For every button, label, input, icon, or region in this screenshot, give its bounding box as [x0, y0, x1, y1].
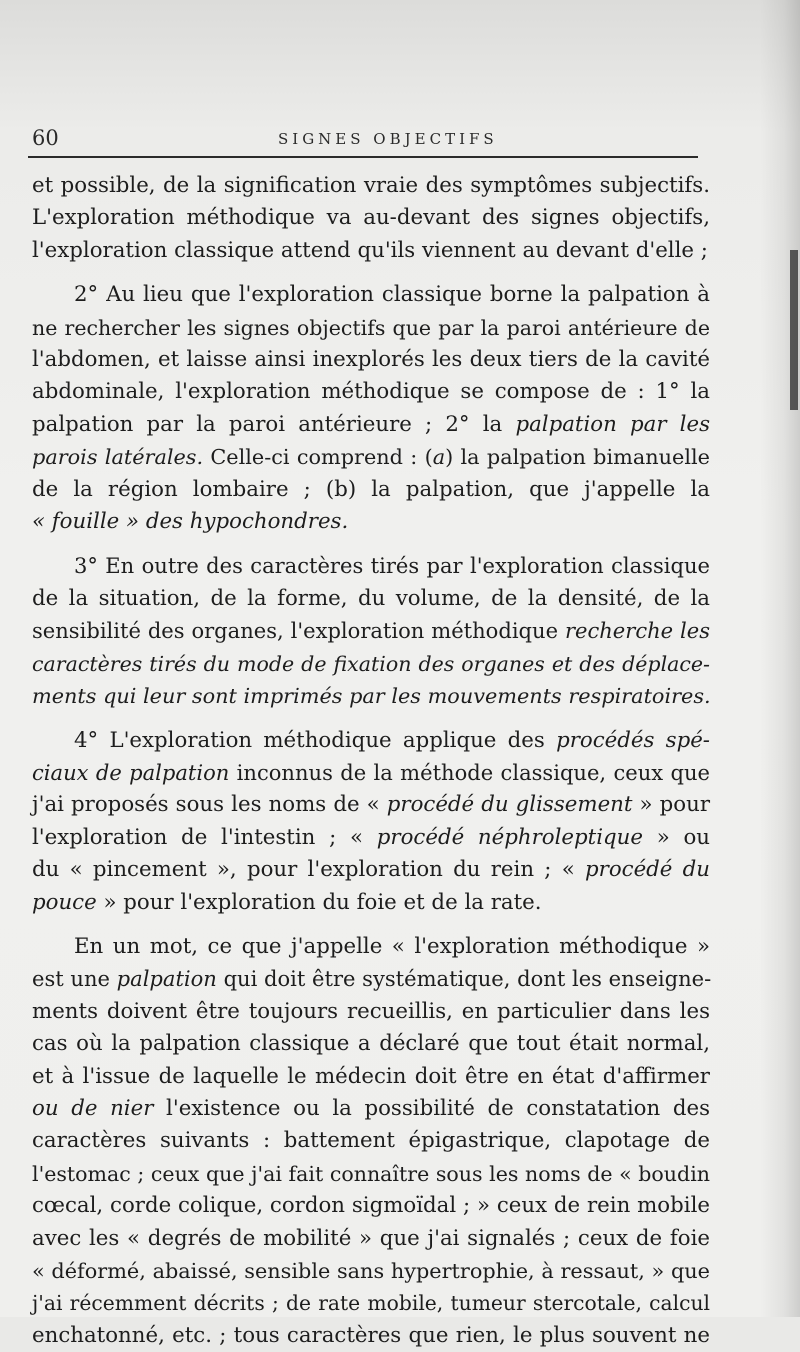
body-text: [32, 170, 710, 1352]
italic-run: procédé du: [585, 857, 711, 883]
text-line: En un mot, ce que j'appelle « l'exploration méthodique »: [74, 933, 710, 959]
text-line: abdominale, l'exploration méthodique se compose de : 1° la: [32, 379, 710, 405]
text-line: enchatonné, etc. ; tous caractères que rien, le plus souvent ne: [32, 1322, 710, 1348]
italic-run: pouce: [32, 889, 97, 915]
text-line: [32, 648, 710, 680]
text-line: L'exploration méthodique va au-devant des signes objectifs,: [32, 205, 710, 231]
page-number: 60: [32, 126, 59, 150]
text-line: 2° Au lieu que l'exploration classique borne la palpation à: [74, 282, 710, 308]
text-line: [32, 506, 710, 538]
text-run: palpation par la paroi antérieure ; 2° la: [32, 411, 516, 437]
text-line: [32, 822, 710, 854]
paragraph-3: [32, 550, 710, 712]
text-line: et possible, de la signification vraie des symptômes subjectifs.: [32, 173, 710, 198]
text-run: du « pincement », pour l'exploration du rein ; «: [32, 857, 585, 883]
text-line: ments doivent être toujours recueillis, en particulier dans les: [32, 998, 710, 1024]
text-run: 4° L'exploration méthodique applique des: [74, 727, 557, 753]
italic-run: procédés spé-: [556, 727, 710, 753]
text-line: l'estomac ; ceux que j'ai fait connaître sous les noms de « boudin: [32, 1161, 710, 1186]
page-header: [28, 122, 698, 156]
text-line: [32, 789, 710, 821]
text-line: cas où la palpation classique a déclaré que tout était normal,: [32, 1031, 710, 1057]
text-line: cœcal, corde colique, cordon sigmoïdal ; » ceux de rein mobile: [32, 1193, 710, 1219]
text-line: l'abdomen, et laisse ainsi inexplorés les deux tiers de la cavité: [32, 347, 710, 373]
header-rule: [28, 156, 698, 158]
text-line: de la situation, de la forme, du volume, de la densité, de la: [32, 585, 710, 611]
text-line: 3° En outre des caractères tirés par l'exploration classique: [74, 553, 710, 579]
paragraph-4: [32, 725, 710, 919]
text-line: [32, 854, 710, 886]
text-run: sensibilité des organes, l'exploration méthodique: [32, 618, 565, 644]
text-line: [32, 441, 710, 473]
text-run: est une: [32, 966, 117, 992]
text-line: [32, 615, 710, 647]
text-run: l'existence ou la possibilité de constatation des: [153, 1095, 710, 1121]
text-line: [32, 887, 710, 919]
text-line: avec les « degrés de mobilité » que j'ai signalés ; ceux de foie: [32, 1225, 710, 1251]
text-line: de la région lombaire ; (b) la palpation, que j'appelle la: [32, 476, 710, 502]
text-run: qui doit être systématique, dont les enseigne-: [216, 966, 712, 992]
italic-run: « fouille » des hypochondres.: [32, 509, 349, 535]
text-line: l'exploration classique attend qu'ils viennent au devant d'elle ;: [32, 237, 708, 263]
paragraph-5: [32, 931, 710, 1352]
italic-run: parois latérales.: [32, 445, 204, 470]
text-line: [32, 725, 710, 757]
text-line: [32, 963, 710, 995]
text-line: [32, 409, 710, 441]
text-line: caractères suivants : battement épigastrique, clapotage de: [32, 1128, 710, 1154]
text-line: « déformé, abaissé, sensible sans hypertrophie, à ressaut, » que: [32, 1259, 710, 1283]
italic-run: ou de nier: [32, 1095, 154, 1121]
italic-run: procédé du glissement: [386, 792, 633, 818]
text-run: » pour l'exploration du foie et de la rate.: [96, 889, 542, 915]
text-run: » ou: [642, 824, 710, 850]
page-edge-mark: [790, 250, 798, 410]
italic-run: palpation: [116, 966, 217, 992]
text-line: j'ai récemment décrits ; de rate mobile, tumeur stercotale, calcul: [32, 1291, 710, 1316]
italic-run: ments qui leur sont imprimés par les mouvements respiratoires.: [32, 684, 711, 709]
text-run: » pour: [632, 792, 710, 818]
running-title: SIGNES OBJECTIFS: [278, 130, 498, 148]
text-run: ) la palpation bimanuelle: [445, 445, 710, 470]
paragraph-2: [32, 279, 710, 538]
paragraph-1: [32, 170, 710, 267]
italic-run: recherche les: [564, 618, 710, 644]
text-line: et à l'issue de laquelle le médecin doit être en état d'affirmer: [32, 1063, 710, 1089]
text-run: l'exploration de l'intestin ; «: [32, 824, 377, 850]
text-line: [32, 757, 710, 789]
text-line: ne rechercher les signes objectifs que par la paroi antérieure de: [32, 315, 710, 340]
text-run: Celle-ci comprend : (: [203, 445, 433, 470]
italic-run: ciaux de palpation: [32, 759, 230, 785]
text-line: [32, 680, 710, 712]
page-edge-shadow: [760, 0, 800, 1317]
text-run: j'ai proposés sous les noms de «: [32, 792, 387, 818]
italic-run: a: [432, 445, 446, 470]
italic-run: caractères tirés du mode de fixation des organes et des déplace-: [32, 651, 710, 676]
italic-run: procédé néphroleptique: [376, 824, 643, 850]
text-line: [32, 1093, 710, 1125]
text-run: inconnus de la méthode classique, ceux que: [229, 759, 710, 785]
italic-run: palpation par les: [515, 411, 711, 437]
